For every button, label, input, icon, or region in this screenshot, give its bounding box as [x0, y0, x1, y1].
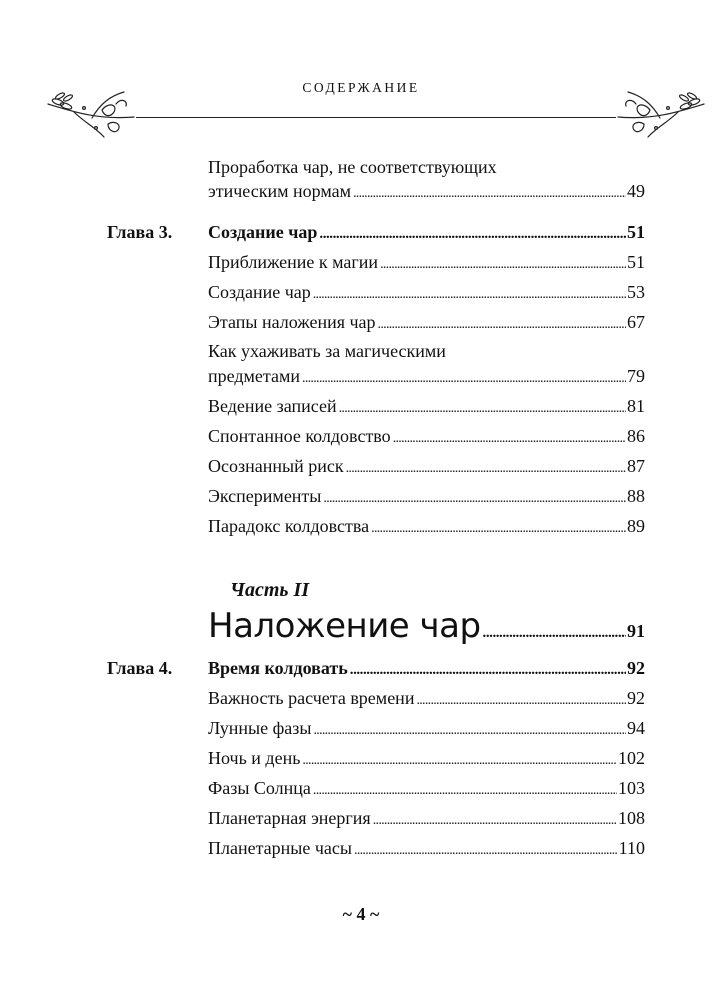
toc-entry-title: Приближение к магии	[208, 252, 379, 272]
toc-entry-page: 103	[618, 778, 645, 798]
toc-entry-page: 92	[627, 688, 645, 708]
part-label: Часть II	[230, 579, 310, 601]
dot-leader	[346, 455, 626, 480]
dot-leader	[323, 485, 626, 510]
toc-entry[interactable]	[208, 425, 645, 450]
toc-entry-title: Лунные фазы	[208, 718, 312, 738]
dot-leader	[354, 837, 618, 862]
toc-entry-title: Ведение записей	[208, 396, 337, 416]
toc-entry-title: Планетарная энергия	[208, 808, 371, 828]
dot-leader	[378, 311, 626, 336]
toc-entry-title: Осознанный риск	[208, 456, 344, 476]
toc-part-heading[interactable]	[208, 606, 645, 653]
toc-entry[interactable]	[208, 777, 645, 802]
dot-leader	[313, 777, 617, 802]
dot-leader	[380, 251, 626, 276]
part-page: 91	[627, 621, 645, 641]
toc-entry-page: 94	[627, 718, 645, 738]
toc-entry-line1: Проработка чар, не соответствующих	[208, 157, 497, 177]
toc-entry-page: 102	[618, 748, 645, 768]
chapter-label: Глава 4.	[107, 658, 173, 678]
dot-leader	[313, 717, 626, 742]
chapter-page: 51	[627, 222, 645, 242]
toc-entry-title: Парадокс колдовства	[208, 516, 370, 536]
toc-entry-page: 81	[627, 396, 645, 416]
dot-leader	[302, 365, 626, 390]
toc-entry[interactable]	[208, 395, 645, 420]
toc-entry[interactable]	[208, 837, 645, 862]
chapter-label: Глава 3.	[107, 222, 173, 242]
toc-entry-title: Ночь и день	[208, 748, 301, 768]
toc-entry[interactable]	[208, 365, 645, 390]
toc-entry-title: Планетарные часы	[208, 838, 353, 858]
toc-entry-page: 86	[627, 426, 645, 446]
dot-leader	[350, 657, 626, 681]
chapter-page: 92	[627, 658, 645, 678]
part-title: Наложение чар	[208, 606, 481, 646]
toc-entry[interactable]	[208, 747, 645, 772]
toc-entry[interactable]	[208, 251, 645, 276]
toc-entry-title: предметами	[208, 366, 301, 386]
chapter-title: Создание чар	[208, 222, 318, 242]
toc-chapter-heading[interactable]	[208, 221, 645, 245]
wheat-ornament-icon	[44, 82, 136, 142]
running-head: СОДЕРЖАНИЕ	[302, 80, 420, 95]
header-rule	[136, 117, 616, 118]
toc-entry-title: Эксперименты	[208, 486, 322, 506]
toc-entry[interactable]	[208, 311, 645, 336]
dot-leader	[483, 607, 626, 653]
toc-entry-page: 89	[627, 516, 645, 536]
toc-entry-page: 51	[627, 252, 645, 272]
toc-entry-page: 110	[618, 838, 645, 858]
dot-leader	[353, 180, 626, 205]
dot-leader	[339, 395, 626, 420]
toc-entry-page: 88	[627, 486, 645, 506]
toc-entry[interactable]	[208, 485, 645, 510]
dot-leader	[302, 747, 617, 772]
chapter-title: Время колдовать	[208, 658, 348, 678]
toc-entry-page: 67	[627, 312, 645, 332]
toc-entry-title: Спонтанное колдовство	[208, 426, 391, 446]
toc-entry-page: 108	[618, 808, 645, 828]
dot-leader	[371, 515, 626, 540]
toc-entry-title: Важность расчета времени	[208, 688, 415, 708]
page-number: ~ 4 ~	[342, 904, 380, 924]
dot-leader	[319, 221, 626, 245]
dot-leader	[373, 807, 617, 832]
toc-entry-title: этическим нормам	[208, 181, 351, 201]
toc-entry[interactable]	[208, 807, 645, 832]
toc-entry-page: 49	[627, 181, 645, 201]
dot-leader	[393, 425, 626, 450]
dot-leader	[313, 281, 626, 306]
toc-entry-page: 87	[627, 456, 645, 476]
toc-entry-page: 53	[627, 282, 645, 302]
toc-entry-line1: Как ухаживать за магическими	[208, 341, 446, 361]
toc-chapter-heading[interactable]	[208, 657, 645, 681]
wheat-ornament-icon	[616, 82, 708, 142]
toc-entry[interactable]	[208, 281, 645, 306]
dot-leader	[416, 687, 626, 712]
toc-entry[interactable]	[208, 515, 645, 540]
toc-entry-title: Создание чар	[208, 282, 311, 302]
toc-entry[interactable]	[208, 180, 645, 205]
toc-entry[interactable]	[208, 455, 645, 480]
toc-entry-page: 79	[627, 366, 645, 386]
toc-entry[interactable]	[208, 717, 645, 742]
toc-entry[interactable]	[208, 687, 645, 712]
toc-entry-title: Этапы наложения чар	[208, 312, 376, 332]
toc-entry-title: Фазы Солнца	[208, 778, 311, 798]
